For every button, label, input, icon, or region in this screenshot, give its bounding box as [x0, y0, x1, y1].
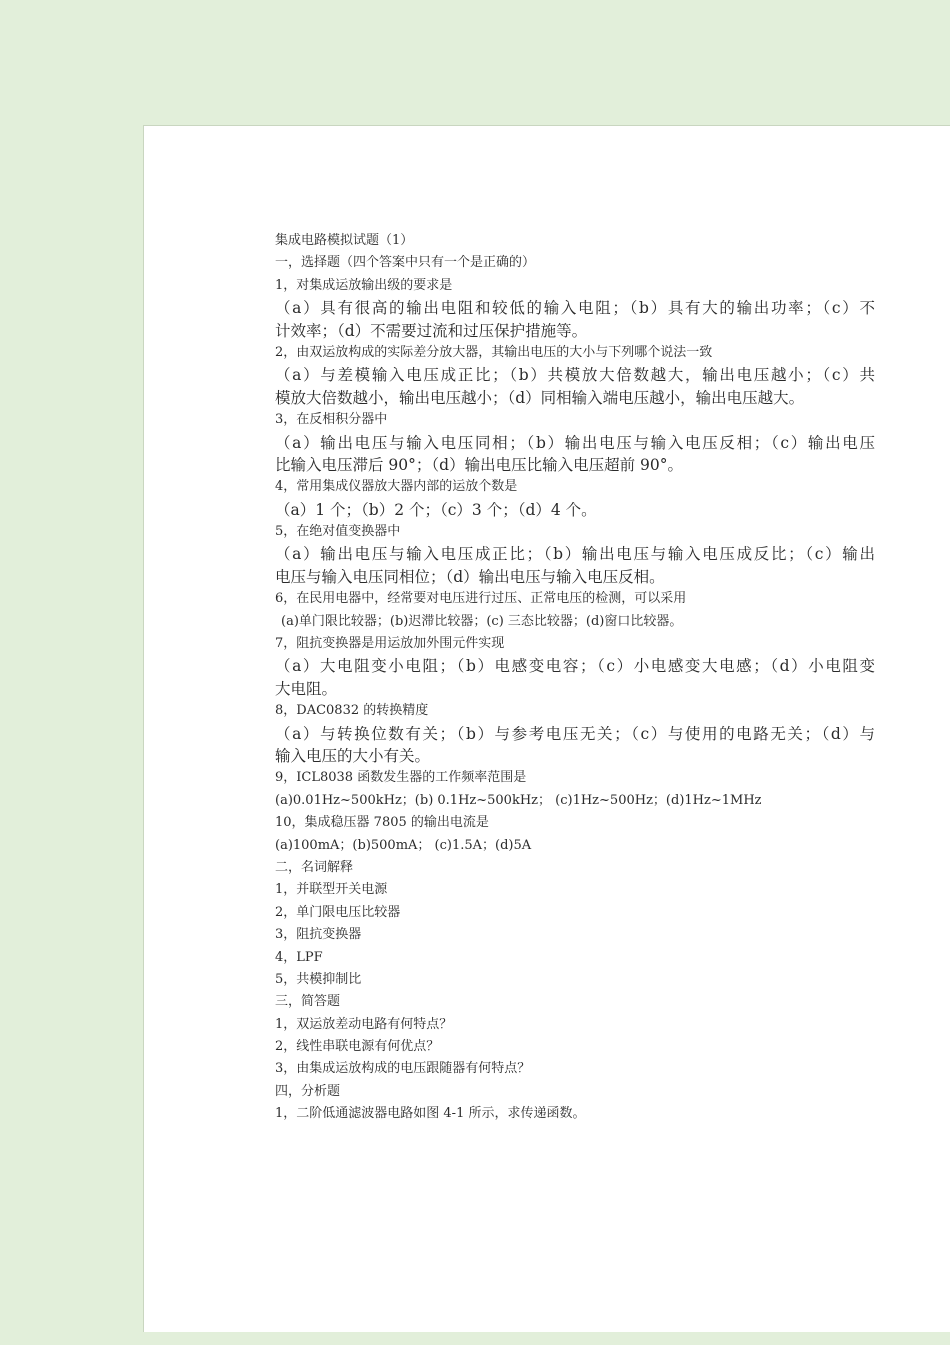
- document-line: (a)单门限比较器；(b)迟滞比较器；(c) 三态比较器；(d)窗口比较器。: [281, 613, 683, 629]
- document-line: 1，并联型开关电源: [275, 882, 388, 898]
- document-line: 10，集成稳压器 7805 的输出电流是: [275, 815, 489, 831]
- document-line: 2，由双运放构成的实际差分放大器，其输出电压的大小与下列哪个说法一致: [275, 344, 713, 360]
- document-line: 四，分析题: [275, 1083, 341, 1099]
- document-line: （a）与转换位数有关；（b）与参考电压无关；（c）与使用的电路无关；（d）与: [275, 724, 875, 743]
- document-line: 比输入电压滞后 90°；（d）输出电压比输入电压超前 90°。: [275, 455, 683, 474]
- document-line: 2，单门限电压比较器: [275, 904, 401, 920]
- document-title: 集成电路模拟试题（1）: [275, 233, 414, 248]
- document-line: 三，简答题: [275, 994, 341, 1010]
- document-line: (a)0.01Hz~500kHz；(b) 0.1Hz~500kHz； (c)1Hz~500Hz；(d)1Hz~1MHz: [275, 792, 762, 808]
- document-line: （a）输出电压与输入电压成正比；（b）输出电压与输入电压成反比；（c）输出: [275, 545, 875, 564]
- document-line: 计效率；（d）不需要过流和过压保护措施等。: [275, 321, 588, 340]
- document-line: 8，DAC0832 的转换精度: [275, 703, 429, 719]
- document-line: 3，在反相积分器中: [275, 412, 388, 428]
- document-line: 1，对集成运放输出级的要求是: [275, 277, 453, 293]
- document-line: 一，选择题（四个答案中只有一个是正确的）: [275, 255, 536, 271]
- document-line: 模放大倍数越小，输出电压越小；（d）同相输入端电压越小，输出电压越大。: [275, 388, 805, 407]
- document-line: 二，名词解释: [275, 859, 354, 875]
- document-line: 输入电压的大小有关。: [275, 746, 431, 765]
- document-line: （a）与差模输入电压成正比；（b）共模放大倍数越大，输出电压越小；（c）共: [275, 366, 875, 385]
- document-line: （a）输出电压与输入电压同相；（b）输出电压与输入电压反相；（c）输出电压: [275, 433, 875, 452]
- document-line: 4，常用集成仪器放大器内部的运放个数是: [275, 479, 518, 495]
- document-line: 1，二阶低通滤波器电路如图 4-1 所示，求传递函数。: [275, 1106, 586, 1122]
- document-page: [143, 125, 950, 1332]
- document-line: 5，共模抑制比: [275, 971, 362, 987]
- document-line: 2，线性串联电源有何优点？: [275, 1039, 440, 1055]
- document-line: 6，在民用电器中，经常要对电压进行过压、正常电压的检测，可以采用: [275, 591, 687, 607]
- document-line: 3，由集成运放构成的电压跟随器有何特点？: [275, 1061, 531, 1077]
- document-line: 3，阻抗变换器: [275, 927, 362, 943]
- document-line: 大电阻。: [275, 679, 338, 698]
- document-line: 电压与输入电压同相位；（d）输出电压与输入电压反相。: [275, 567, 665, 586]
- document-content: [275, 230, 875, 1126]
- document-line: （a）具有很高的输出电阻和较低的输入电阻；（b）具有大的输出功率；（c）不: [275, 299, 875, 318]
- document-line: 9，ICL8038 函数发生器的工作频率范围是: [275, 770, 527, 786]
- document-line: (a)100mA；(b)500mA； (c)1.5A；(d)5A: [275, 837, 532, 853]
- document-line: 1，双运放差动电路有何特点？: [275, 1016, 453, 1032]
- document-line: 5，在绝对值变换器中: [275, 524, 401, 540]
- document-line: 7，阻抗变换器是用运放加外围元件实现: [275, 636, 505, 652]
- document-line: 4，LPF: [275, 949, 323, 965]
- document-line: （a）大电阻变小电阻；（b）电感变电容；（c）小电感变大电感；（d）小电阻变: [275, 657, 875, 676]
- document-line: （a）1 个；（b）2 个；（c）3 个；（d）4 个。: [275, 500, 597, 519]
